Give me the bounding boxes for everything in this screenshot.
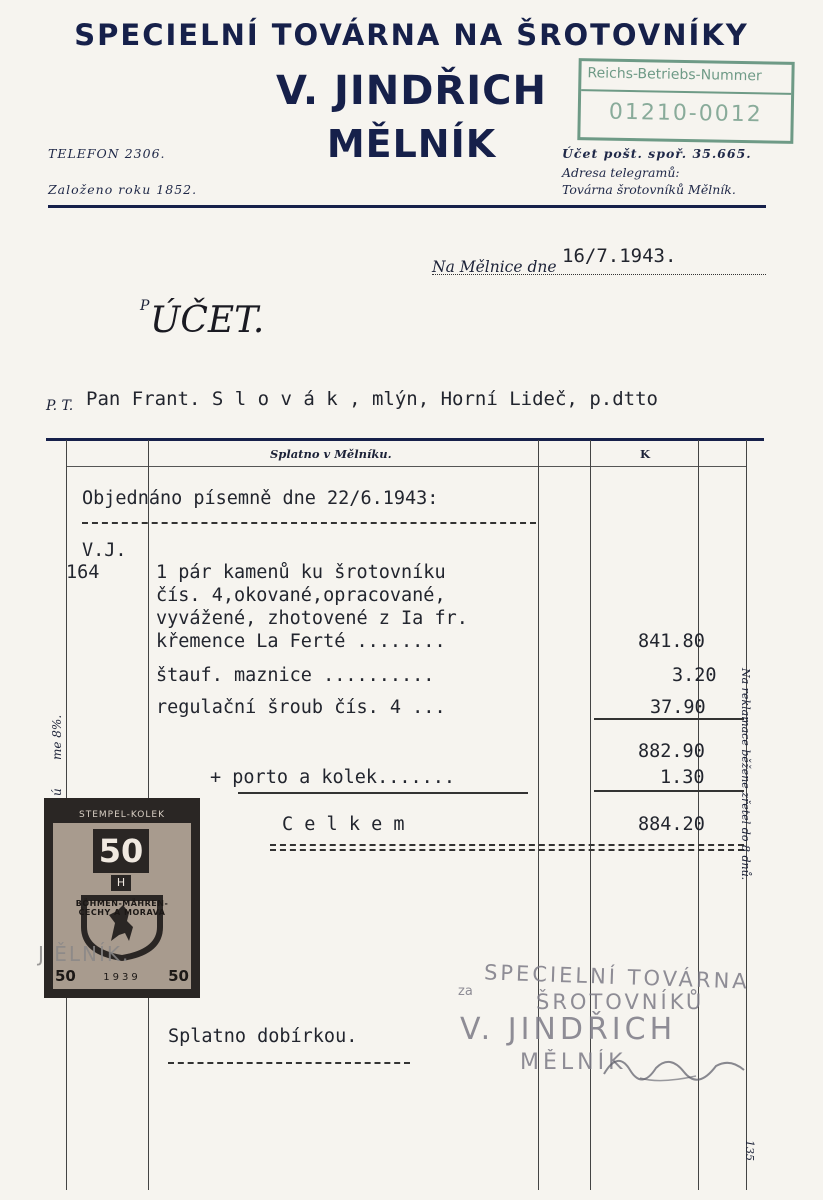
revenue-stamp-year: 1939 bbox=[103, 972, 141, 983]
total-amount: 884.20 bbox=[638, 814, 705, 835]
item1-amount: 841.80 bbox=[638, 631, 705, 652]
payment-note: Splatno dobírkou. bbox=[168, 1026, 358, 1047]
company-title: SPECIELNÍ TOVÁRNA NA ŠROTOVNÍKY bbox=[74, 18, 749, 52]
ref-number: 164 bbox=[66, 562, 100, 583]
table-column-divider bbox=[590, 440, 591, 1190]
item1-line: vyvážené, zhotovené z Ia fr. bbox=[156, 608, 468, 629]
ref-vj: V.J. bbox=[82, 540, 127, 561]
item3-line: regulační šroub čís. 4 ... bbox=[156, 697, 446, 718]
ordered-line: Objednáno písemně dne 22/6.1943: bbox=[82, 488, 439, 509]
revenue-stamp-unit: H bbox=[111, 875, 131, 891]
subtotal-rule bbox=[594, 718, 744, 720]
revenue-stamp-corner: 50 bbox=[168, 967, 189, 985]
porto-underline bbox=[238, 792, 528, 794]
item2-line: štauf. maznice .......... bbox=[156, 665, 435, 686]
telegram-address: Továrna šrotovníků Mělník. bbox=[562, 182, 736, 197]
total-double-rule bbox=[270, 844, 744, 851]
porto-line: + porto a kolek....... bbox=[210, 767, 456, 788]
company-stamp-prefix: za bbox=[458, 984, 473, 999]
partial-stamp: J ĚLNÍK. bbox=[38, 942, 131, 966]
registration-stamp bbox=[577, 58, 794, 144]
revenue-stamp bbox=[44, 798, 200, 998]
company-name: V. JINDŘICH bbox=[276, 68, 547, 114]
column-header-description: Splatno v Mělníku. bbox=[270, 447, 392, 461]
document-title: ÚČET. bbox=[150, 300, 265, 341]
column-header-k: K bbox=[640, 447, 650, 461]
revenue-stamp-text: BÖHMEN-MÄHREN-ČECHY A MORAVA bbox=[75, 899, 169, 917]
item2-amount: 3.20 bbox=[672, 665, 717, 686]
registration-divider bbox=[581, 89, 791, 95]
porto-amount: 1.30 bbox=[660, 767, 705, 788]
total-rule bbox=[594, 790, 744, 792]
telegram-label: Adresa telegramů: bbox=[562, 165, 680, 180]
complaints-side-note: Na reklamace běžene zřetel do 8 dnů. bbox=[739, 668, 752, 881]
company-stamp-line: SPECIELNÍ TOVÁRNA bbox=[483, 960, 751, 994]
ordered-dash bbox=[82, 522, 536, 524]
telefon: TELEFON 2306. bbox=[48, 146, 166, 161]
company-stamp-line: ŠROTOVNÍKŮ bbox=[536, 990, 705, 1014]
table-column-divider bbox=[538, 440, 539, 1190]
left-side-note-u: ú bbox=[50, 788, 64, 796]
revenue-stamp-value: 50 bbox=[93, 829, 149, 873]
signature-icon bbox=[600, 1044, 750, 1088]
revenue-stamp-corner: 50 bbox=[55, 967, 76, 985]
customer-value: Pan Frant. S l o v á k , mlýn, Horní Lideč, p.dtto bbox=[86, 388, 658, 410]
postal-account: Účet pošt. spoř. 35.665. bbox=[562, 146, 752, 161]
left-side-note: me 8%. bbox=[50, 714, 64, 760]
item1-line: čís. 4,okované,opracované, bbox=[156, 585, 446, 606]
page-number: 135 bbox=[743, 1140, 756, 1161]
total-label: C e l k e m bbox=[282, 814, 405, 835]
payment-note-dash bbox=[168, 1062, 410, 1064]
item1-line: křemence La Ferté ........ bbox=[156, 631, 446, 652]
registration-number: 01210-0012 bbox=[608, 99, 763, 128]
subtotal-amount: 882.90 bbox=[638, 741, 705, 762]
company-stamp-line: MĚLNÍK bbox=[520, 1050, 627, 1075]
date-value: 16/7.1943. bbox=[562, 245, 677, 267]
header-rule bbox=[48, 205, 766, 208]
table-top-rule bbox=[46, 438, 764, 441]
title-prefix: P bbox=[140, 298, 150, 314]
company-city: MĚLNÍK bbox=[326, 122, 497, 166]
company-stamp-line: V. JINDŘICH bbox=[460, 1012, 677, 1047]
item1-line: 1 pár kamenů ku šrotovníku bbox=[156, 562, 446, 583]
founded-year: Založeno roku 1852. bbox=[48, 182, 198, 197]
item3-amount: 37.90 bbox=[650, 697, 706, 718]
date-label: Na Mělnice dne bbox=[432, 258, 557, 276]
revenue-stamp-band: STEMPEL-KOLEK bbox=[53, 807, 191, 823]
customer-prefix: P. T. bbox=[46, 398, 74, 414]
registration-label: Reichs-Betriebs-Nummer bbox=[587, 65, 762, 85]
date-dotted-line bbox=[432, 274, 766, 275]
table-header-rule bbox=[66, 466, 746, 467]
